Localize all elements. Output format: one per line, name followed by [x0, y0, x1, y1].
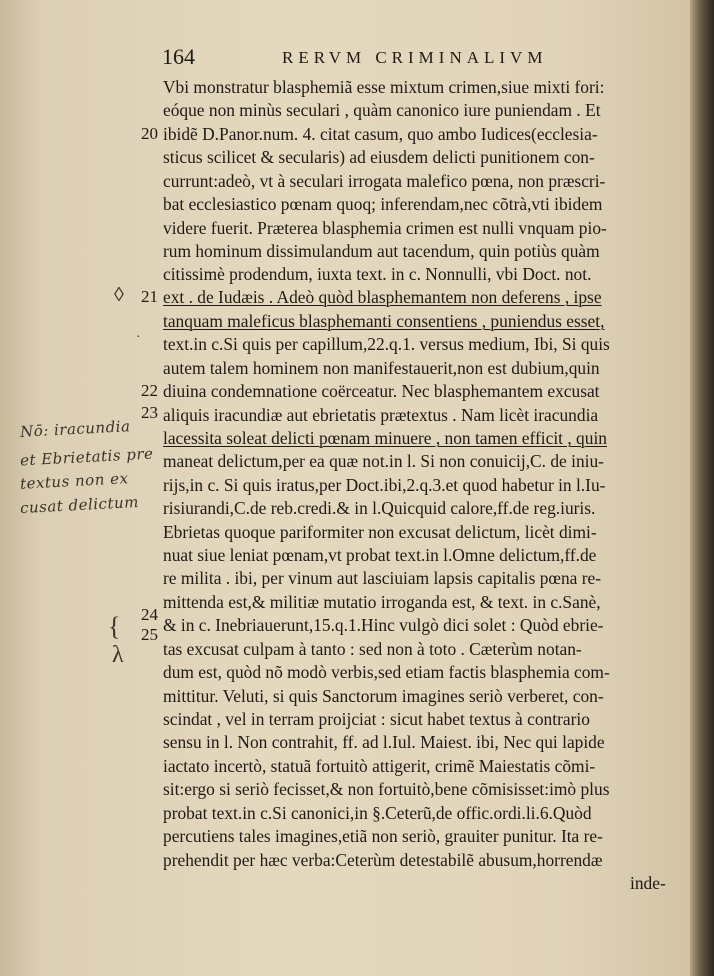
text-line: maneat delictum,per ea quæ not.in l. Si non conuicij,C. de iniu- [163, 451, 604, 471]
manicule-mark: ◊ [114, 284, 124, 306]
marginal-note-line: textus non ex [19, 469, 129, 493]
text-line: probat text.in c.Si canonici,in §.Ceterũ,de offic.ordi.li.6.Quòd [163, 803, 592, 823]
text-line: eóque non minùs seculari , quàm canonico iure puniendam . Et [163, 100, 601, 120]
text-line: sit:ergo si seriò fecisset,& non fortuitò,bene cõmisisset:imò plus [163, 779, 610, 799]
book-gutter [690, 0, 714, 976]
text-line: rum hominum dissimulandum aut tacendum, quin potiùs quàm [163, 241, 600, 261]
text-line: ibidẽ D.Panor.num. 4. citat casum, quo ambo Iudices(ecclesia- [163, 124, 598, 144]
text-line: percutiens tales imagines,etiã non seriò, grauiter punitur. Ita re- [163, 826, 603, 846]
page-header [162, 44, 682, 74]
lambda-mark: λ [112, 642, 124, 668]
text-line: ext . de Iudæis . Adeò quòd blasphemantem non deferens , ipse [163, 287, 602, 307]
text-line: currunt:adeò, vt à seculari irrogata malefico pœna, non præscri- [163, 171, 606, 191]
running-title: RERVM CRIMINALIVM [282, 48, 548, 67]
text-line: risiurandi,C.de reb.credi.& in l.Quicquid calore,ff.de reg.iuris. [163, 498, 596, 518]
text-line: mittitur. Veluti, si quis Sanctorum imagines seriò verberet, con- [163, 686, 604, 706]
text-line: & in c. Inebriauerunt,15.q.1.Hinc vulgò dici solet : Quòd ebrie- [163, 615, 604, 635]
text-line: dum est, quòd nõ modò verbis,sed etiam factis blasphemia com- [163, 662, 610, 682]
text-line: mittenda est,& militiæ mutatio irroganda est, & text. in c.Sanè, [163, 592, 601, 612]
text-line: videre fuerit. Præterea blasphemia crimen est nulli vnquam pio- [163, 218, 607, 238]
text-line: text.in c.Si quis per capillum,22.q.1. versus medium, Ibi, Si quis [163, 334, 610, 354]
dot-mark: · [136, 330, 141, 345]
text-line: sensu in l. Non contrahit, ff. ad l.Iul. Maiest. ibi, Nec qui lapide [163, 732, 605, 752]
text-line: Ebrietas quoque pariformiter non excusat delictum, licèt dimi- [163, 522, 597, 542]
text-line: scindat , vel in terram proijciat : sicut habet textus à contrario [163, 709, 590, 729]
text-line: tas excusat culpam à tanto : sed non à toto . Cæterùm notan- [163, 639, 582, 659]
text-line: iactato incertò, statuã fortuitò attigerit, crimẽ Maiestatis cõmi- [163, 756, 596, 776]
line-number: 23 [141, 403, 158, 422]
catchword: inde- [630, 873, 666, 893]
brace-mark: { [108, 612, 121, 641]
marginal-note-line: et Ebrietatis pre [19, 444, 154, 470]
line-number: 21 [141, 287, 158, 306]
text-line: nuat siue leniat pœnam,vt probat text.in l.Omne delictum,ff.de [163, 545, 597, 565]
marginal-note-line: Nō: iracundia [19, 417, 131, 441]
text-line: diuina condemnatione coërceatur. Nec blasphemantem excusat [163, 381, 600, 401]
line-number: 20 [141, 124, 158, 143]
folio-number: 164 [162, 44, 195, 69]
text-line: bat ecclesiastico pœnam quoq; inferendam,nec cõtrà,vti ibidem [163, 194, 603, 214]
text-line: autem talem hominem non manifestauerit,non est dubium,quin [163, 358, 600, 378]
text-line: prehendit per hæc verba:Ceterùm detestabilẽ abusum,horrendæ [163, 850, 603, 870]
text-line: Vbi monstratur blasphemiã esse mixtum crimen,siue mixti fori: [163, 77, 605, 97]
line-number: 24 [141, 605, 158, 624]
text-line: citissimè prodendum, iuxta text. in c. Nonnulli, vbi Doct. not. [163, 264, 592, 284]
text-line: aliquis iracundiæ aut ebrietatis prætextus . Nam licèt iracundia [163, 405, 599, 425]
text-line: rijs,in c. Si quis iratus,per Doct.ibi,2.q.3.et quod habetur in l.Iu- [163, 475, 606, 495]
text-line: tanquam maleficus blasphemanti consentiens , puniendus esset, [163, 311, 605, 331]
text-line: re milita . ibi, per vinum aut lasciuiam lapsis capitalis pœna re- [163, 568, 602, 588]
line-number: 22 [141, 381, 158, 400]
marginal-note-line: cusat delictum [19, 492, 140, 518]
text-line: lacessita soleat delicti pœnam minuere , non tamen efficit , quin [163, 428, 607, 448]
line-number: 25 [141, 625, 158, 644]
text-line: sticus scilicet & secularis) ad eiusdem delicti punitionem con- [163, 147, 595, 167]
